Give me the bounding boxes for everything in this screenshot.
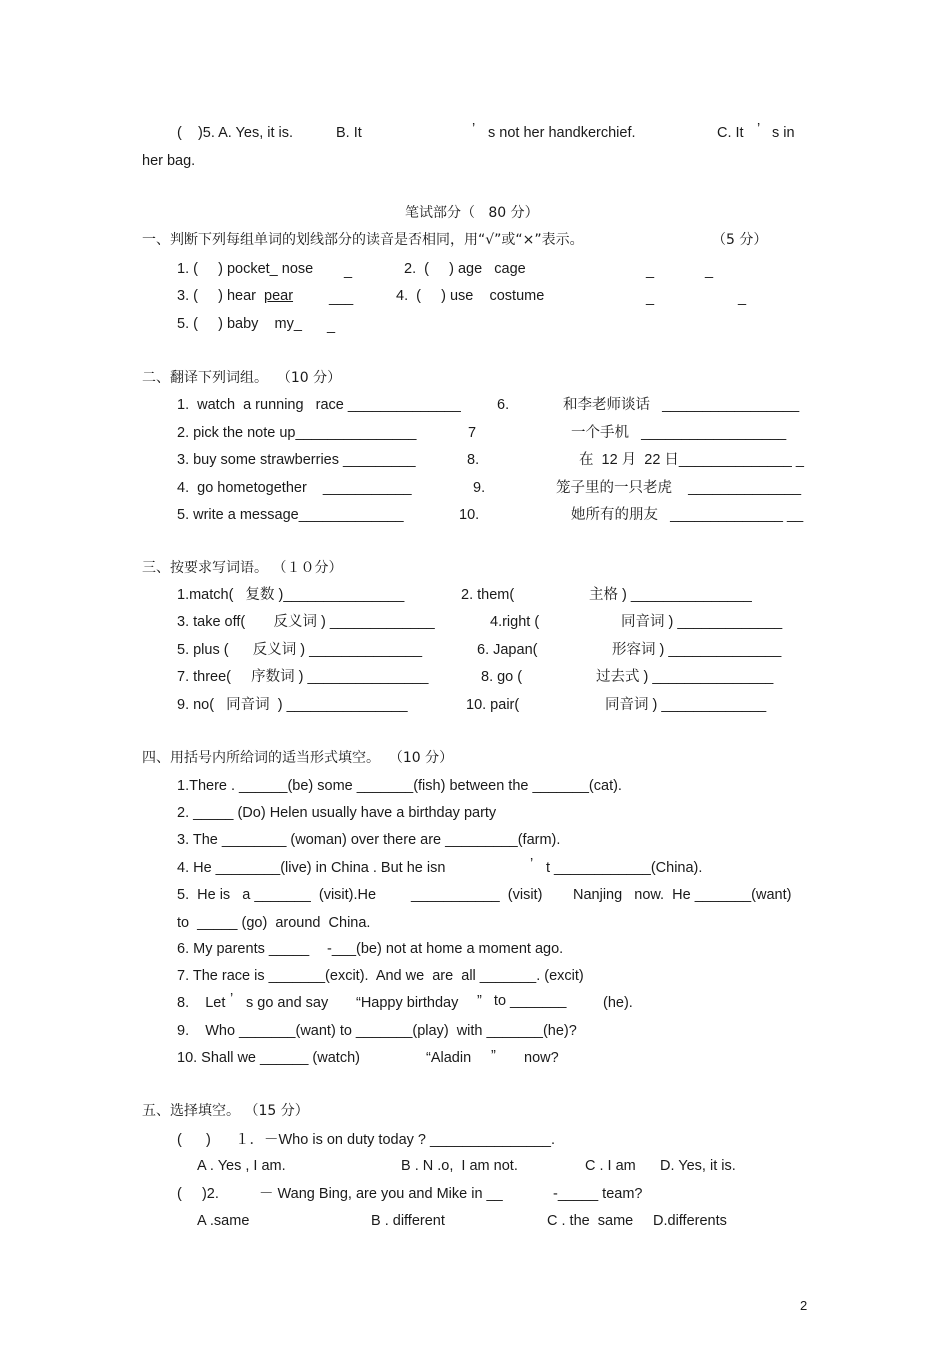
s2-num-10: 10. [459,507,480,523]
s4-line4-c: t ____________(China). [546,860,703,876]
s5-q2-a: ( )2. [177,1186,219,1202]
written-part-title: 笔试部分（ 80 分） [405,205,539,221]
s3-row4-r2: 过去式 ) _______________ [596,669,774,685]
s1-item2-d: _ [646,263,655,279]
s4-line10-b: “Aladin [426,1050,472,1066]
q5-line1-e: C. It [717,125,744,141]
s5-q1-opt-a: A . Yes , I am. [197,1158,286,1174]
s3-row3-r1: 6. Japan( [477,642,538,658]
s1-item4-e: _ [738,290,747,306]
q5-line1-a: ( )5. A. Yes, it is. [177,125,294,141]
q5-line1-d: s not her handkerchief. [488,125,636,141]
s5-q1-opt-b: B . N .o, I am not. [401,1158,518,1174]
s3-row5-left: 9. no( 同音词 ) _______________ [177,697,408,713]
section3-heading: 三、按要求写词语。 （１０分） [142,560,343,576]
s2-left-5: 5. write a message_____________ [177,507,404,523]
s4-line1: 1.There . ______(be) some _______(fish) between the _______(cat). [177,778,622,794]
section4-heading: 四、用括号内所给词的适当形式填空。 （10 分） [142,750,454,766]
s3-row2-left: 3. take off( 反义词 ) _____________ [177,614,435,630]
s5-q2-opt-a: A .same [197,1213,250,1229]
s4-line8-apostrophe: ’ [230,991,234,1007]
q5-line1-g: s in [772,125,795,141]
s2-right-9: 笼子里的一只老虎 ______________ [556,480,802,496]
s4-line10-d: now? [524,1050,559,1066]
s3-row1-left: 1.match( 复数 )_______________ [177,587,405,603]
s3-row3-r2: 形容词 ) ______________ [612,642,782,658]
s2-left-1: 1. watch a running race ______________ [177,397,461,413]
s5-q2-opt-d: D.differents [653,1213,727,1229]
s1-item3-underlined: pear [264,288,294,304]
s4-line2: 2. _____ (Do) Helen usually have a birthday party [177,805,497,821]
s3-row2-r1: 4.right ( [490,614,540,630]
s4-line4-apostrophe: ’ [530,856,534,872]
s4-line9: 9. Who _______(want) to _______(play) with _______(he)? [177,1023,577,1039]
s3-row4-r1: 8. go ( [481,669,523,685]
s2-right-8: 在 12 月 22 日______________ _ [579,452,804,468]
s1-item1-a: 1. ( ) pocket_ nose [177,261,314,277]
s4-line3: 3. The ________ (woman) over there are _________(farm). [177,832,561,848]
s1-item3-a: 3. ( ) hear [177,288,256,304]
s4-line10-a: 10. Shall we ______ (watch) [177,1050,360,1066]
s2-left-4: 4. go hometogether ___________ [177,480,412,496]
s1-item1-b: _ [344,263,353,279]
s4-line8-d: “Happy birthday [356,995,459,1011]
s4-line6-a: 6. My parents _____ [177,941,310,957]
s3-row1-r2: 主格 ) _______________ [589,587,752,603]
s3-row4-left: 7. three( 序数词 ) _______________ [177,669,429,685]
s1-item3-b: ___ [329,290,354,306]
section1-heading: 一、判断下列每组单词的划线部分的读音是否相同，用“√”或“×”表示。 [142,232,584,248]
q5-apostrophe-2: ’ [757,121,761,137]
s5-q1-opt-d: D. Yes, it is. [660,1158,736,1174]
s5-q2-c: -_____ team? [553,1186,643,1202]
s4-line10-c: ” [491,1048,496,1064]
s1-item4-c: 4. ( ) use costume [396,288,545,304]
s5-q2-opt-b: B . different [371,1213,445,1229]
s2-num-9: 9. [473,480,486,496]
s2-right-10: 她所有的朋友 ______________ __ [571,507,804,523]
s2-num-6: 6. [497,397,510,413]
s5-q2-opt-c: C . the same [547,1213,634,1229]
s1-item5-a: 5. ( ) baby my_ [177,316,302,332]
s3-row5-r1: 10. pair( [466,697,520,713]
s2-right-7: 一个手机 __________________ [571,425,787,441]
s5-q2-b: － Wang Bing, are you and Mike in __ [259,1186,503,1202]
s3-row1-r1: 2. them( [461,587,515,603]
section5-heading: 五、选择填空。 （15 分） [142,1103,309,1119]
s2-left-2: 2. pick the note up_______________ [177,425,417,441]
s1-item4-d: _ [646,290,655,306]
s4-line5-cont: to _____ (go) around China. [177,915,371,931]
s4-line8-f: (he). [603,995,633,1011]
q5-apostrophe-1: ’ [472,121,476,137]
s5-q1: ( ) １．－Who is on duty today ? _______________. [177,1132,556,1148]
s3-row5-r2: 同音词 ) _____________ [605,697,767,713]
s4-line8-e: ” to _______ [477,993,567,1009]
s1-item2-e: _ [705,263,714,279]
s4-line7: 7. The race is _______(excit). And we are all _______. (excit) [177,968,584,984]
s4-line6-b: -___(be) not at home a moment ago. [327,941,564,957]
s4-line8-c: s go and say [246,995,329,1011]
section2-heading: 二、翻译下列词组。 （10 分） [142,370,342,386]
s1-item2-c: 2. ( ) age cage [404,261,526,277]
s4-line5-c: Nanjing now. He _______(want) [573,887,792,903]
s2-left-3: 3. buy some strawberries _________ [177,452,416,468]
page-number: 2 [800,1298,808,1313]
q5-line2: her bag. [142,153,196,169]
s4-line4-a: 4. He ________(live) in China . But he isn [177,860,446,876]
s3-row3-left: 5. plus ( 反义词 ) ______________ [177,642,423,658]
q5-line1-b: B. It [336,125,362,141]
s4-line8-a: 8. Let [177,995,226,1011]
s4-line5-a: 5. He is a _______ (visit).He [177,887,377,903]
s1-item5-b: _ [327,318,336,334]
section1-score: （5 分） [712,232,768,248]
s2-num-7: 7 [468,425,477,441]
s2-right-6: 和李老师谈话 _________________ [563,397,800,413]
s2-num-8: 8. [467,452,480,468]
s3-row2-r2: 同音词 ) _____________ [621,614,783,630]
s5-q1-opt-c: C . I am [585,1158,636,1174]
s4-line5-b: ___________ (visit) [411,887,543,903]
